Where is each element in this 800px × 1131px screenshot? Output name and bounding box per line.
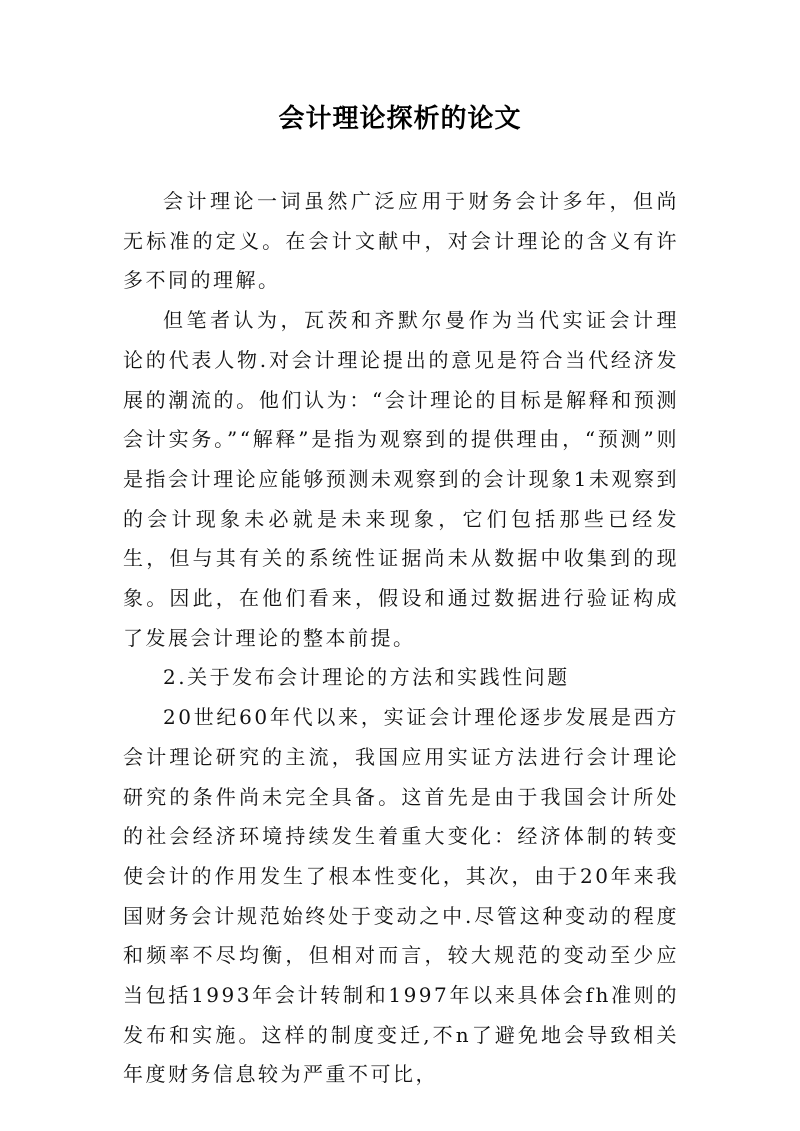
paragraph-positive-accounting: 20世纪60年代以来，实证会计理伦逐步发展是西方会计理论研究的主流，我国应用实证方法进行会计理论研究的条件尚未完全具备。这首先是由于我国会计所处的社会经济环境持续发生着重大变化：经济体制的转变使会计的作用发生了根本性变化，其次，由于20年来我国财务会计规范始终处于变动之中.尽管这种变动的程度和频率不尽均衡，但相对而言，较大规范的变动至少应当包括1993年会计转制和1997年以来具体会fh准则的发布和实施。这样的制度变迁,不n了避免地会导致相关年度财务信息较为严重不可比， [123, 705, 679, 1087]
document-body [123, 182, 679, 1095]
section-heading-2: 2.关于发布会计理论的方法和实践性问题 [163, 665, 570, 690]
paragraph-watts-zimmerman: 但笔者认为，瓦茨和齐默尔曼作为当代实证会计理论的代表人物.对会计理论提出的意见是符合当代经济发展的潮流的。他们认为：“会计理论的目标是解释和预测会计实务。”“解释”是指为观察到的提供理由，“预测”则是指会计理论应能够预测未观察到的会计现象1未观察到的会计现象未必就是未来现象，它们包括那些已经发生，但与其有关的系统性证据尚未从数据中收集到的现象。因此，在他们看来，假设和通过数据进行验证构成了发展会计理论的整本前提。 [123, 308, 679, 650]
paragraph-intro: 会计理论一词虽然广泛应用于财务会计多年，但尚无标准的定义。在会计文献中，对会计理论的含义有许多不同的理解。 [123, 189, 679, 293]
document-title: 会计理论探析的论文 [278, 104, 522, 134]
